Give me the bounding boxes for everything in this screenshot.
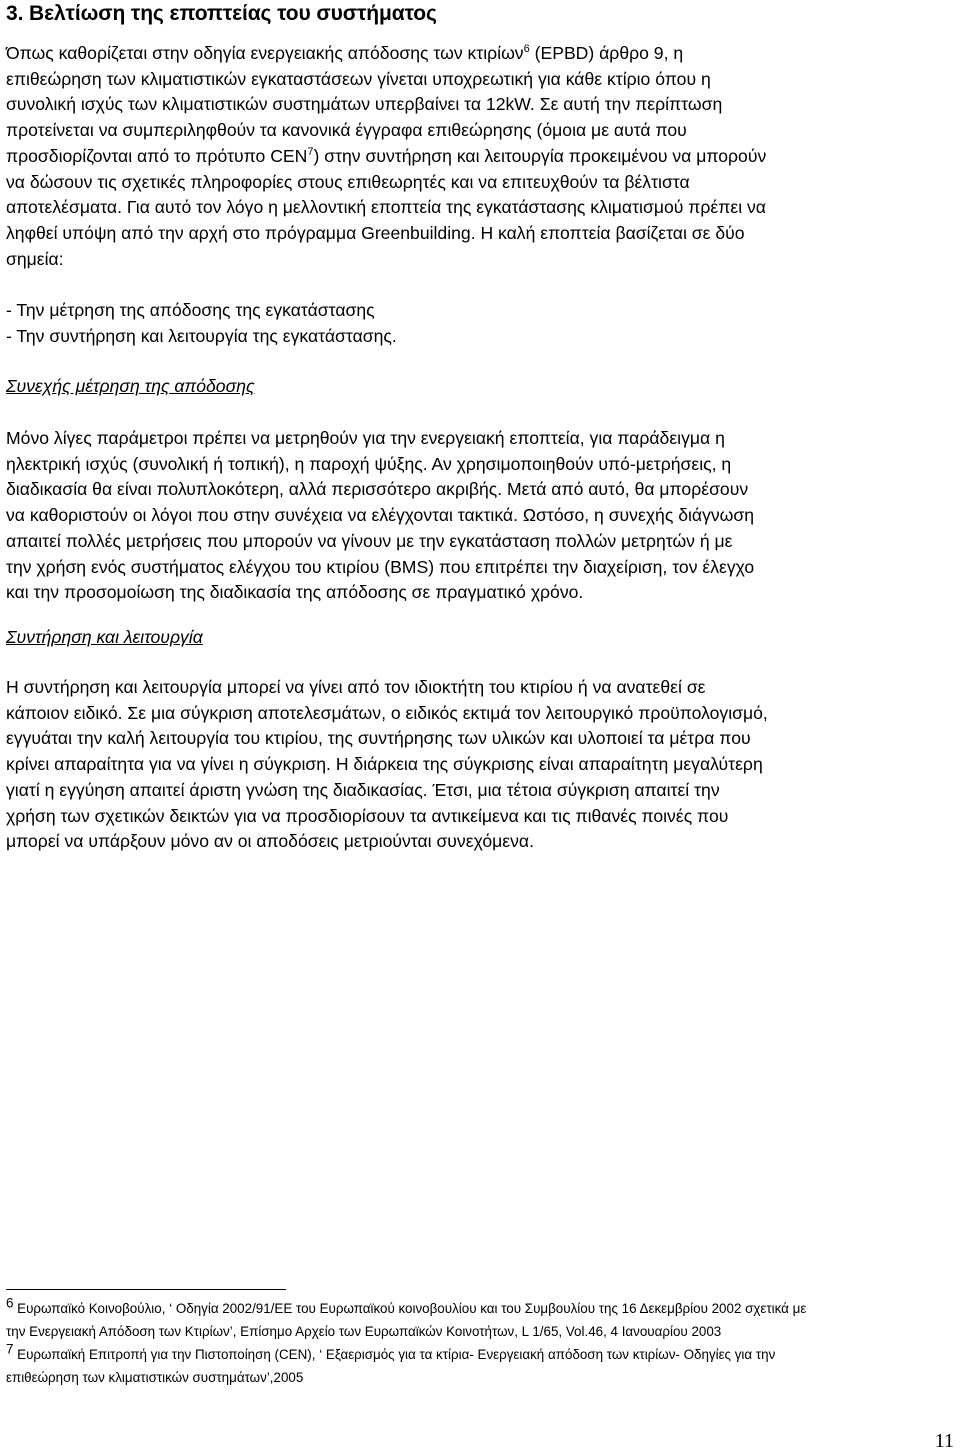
paragraph-line: μπορεί να υπάρξουν μόνο αν οι αποδόσεις μετριούνται συνεχόμενα. [6,831,534,852]
measurement-paragraph [6,426,954,606]
intro-line [6,144,954,170]
footnote-line [6,1343,954,1366]
footnote-text: Ευρωπαϊκή Επιτροπή για την Πιστοποίηση (CEN), ‘ Εξαερισμός για τα κτίρια- Ενεργειακή απόδοση των κτιρίων- Οδηγίες για την [13,1347,776,1362]
intro-paragraph [6,41,954,272]
footnote-line: επιθεώρηση των κλιματιστικών συστημάτων’,2005 [6,1370,304,1385]
intro-line: σημεία: [6,248,64,269]
intro-line: συνολική ισχύς των κλιματιστικών συστημάτων υπερβαίνει τα 12kW. Σε αυτή την περίπτωση [6,94,723,115]
paragraph-line: εγγυάται την καλή λειτουργία του κτιρίου, της συντήρησης των υλικών και υλοποιεί τα μέτρα που [6,728,751,749]
page-number: 11 [934,1430,954,1452]
paragraph-line: Η συντήρηση και λειτουργία μπορεί να γίνει από τον ιδιοκτήτη του κτιρίου ή να ανατεθεί σε [6,677,706,697]
footnote-ref-6: 6 [523,43,530,56]
footnote-text: Ευρωπαϊκό Κοινοβούλιο, ‘ Οδηγία 2002/91/ΕΕ του Ευρωπαϊκού κοινοβουλίου και του Συμβουλίου της 16 Δεκεμβρίου 2002 σχετικά με [13,1301,807,1316]
paragraph-line: διαδικασία θα είναι πολυπλοκότερη, αλλά περισσότερο ακριβής. Μετά από αυτό, θα μπορέσουν [6,479,749,500]
paragraph-line: την χρήση ενός συστήματος ελέγχου του κτιρίου (BMS) που επιτρέπει την διαχείριση, τον έλεγχο [6,556,755,577]
point-item: - Την μέτρηση της απόδοσης της εγκατάστασης [6,300,375,320]
footnote-number: 6 [6,1295,14,1311]
footnote-ref-7: 7 [307,145,314,158]
footnote-6 [6,1297,954,1343]
paragraph-line: χρήση των σχετικών δεικτών για να προσδιορίσουν τα αντικείμενα και τις πιθανές ποινές που [6,805,729,826]
paragraph-line: γιατί η εγγύηση απαιτεί άριστη γνώση της διαδικασίας. Έτσι, μια τέτοια σύγκριση απαιτεί την [6,779,720,800]
intro-text: (EPBD) άρθρο 9, η [529,43,684,63]
intro-text: προσδιορίζονται από το πρότυπο CEN [6,145,308,166]
paragraph-line: Μόνο λίγες παράμετροι πρέπει να μετρηθούν για την ενεργειακή εποπτεία, για παράδειγμα η [6,428,725,448]
section-heading: 3. Βελτίωση της εποπτείας του συστήματος [6,2,437,25]
subsection-title-measurement: Συνεχής μέτρηση της απόδοσης [6,376,255,396]
intro-line: αποτελέσματα. Για αυτό τον λόγο η μελλοντική εποπτεία της εγκατάστασης κλιματισμού πρέπει να [6,197,766,218]
footnote-number: 7 [6,1341,14,1357]
footnote-separator [6,1289,286,1290]
paragraph-line: κρίνει απαραίτητα για να γίνει η σύγκριση. Η διάρκεια της σύγκρισης είναι απαραίτητη μεγαλύτερη [6,754,763,775]
paragraph-line: κάποιον ειδικό. Σε μια σύγκριση αποτελεσμάτων, ο ειδικός εκτιμά τον λειτουργικό προϋπολογισμό, [6,702,768,723]
intro-line: επιθεώρηση των κλιματιστικών εγκαταστάσεων γίνεται υποχρεωτική για κάθε κτίριο όπου η [6,68,711,89]
paragraph-line: και την προσομοίωση της διαδικασία της απόδοσης σε πραγματικό χρόνο. [6,582,584,603]
maintenance-paragraph [6,675,954,855]
footnote-7 [6,1343,954,1389]
intro-line: να δώσουν τις σχετικές πληροφορίες στους επιθεωρητές και να επιτευχθούν τα βέλτιστα [6,171,690,192]
subsection-title-maintenance: Συντήρηση και λειτουργία [6,627,203,647]
intro-line: προτείνεται να συμπεριληφθούν τα κανονικά έγγραφα επιθεώρησης (όμοια με αυτά που [6,120,687,141]
intro-text: Όπως καθορίζεται στην οδηγία ενεργειακής απόδοσης των κτιρίων [6,43,524,63]
paragraph-line: ηλεκτρική ισχύς (συνολική ή τοπική), η παροχή ψύξης. Αν χρησιμοποιηθούν υπό-μετρήσεις, η [6,453,732,474]
point-item: - Την συντήρηση και λειτουργία της εγκατάστασης. [6,325,397,346]
paragraph-line: να καθοριστούν οι λόγοι που στην συνέχεια να ελέγχονται τακτικά. Ωστόσο, η συνεχής διάγνωση [6,505,755,526]
intro-line: ληφθεί υπόψη από την αρχή στο πρόγραμμα Greenbuilding. Η καλή εποπτεία βασίζεται σε δύο [6,222,745,243]
paragraph-line: απαιτεί πολλές μετρήσεις που μπορούν να γίνουν με την εγκατάσταση πολλών μετρητών ή με [6,530,733,551]
footnote-line: την Ενεργειακή Απόδοση των Κτιρίων’, Επίσημο Αρχείο των Ευρωπαϊκών Κοινοτήτων, L 1/65, Vol.46, 4 Ιανουαρίου 2003 [6,1324,722,1339]
intro-text: ) στην συντήρηση και λειτουργία προκειμένου να μπορούν [313,145,767,166]
points-list [6,298,954,349]
intro-line [6,41,954,67]
footnote-line [6,1297,954,1320]
